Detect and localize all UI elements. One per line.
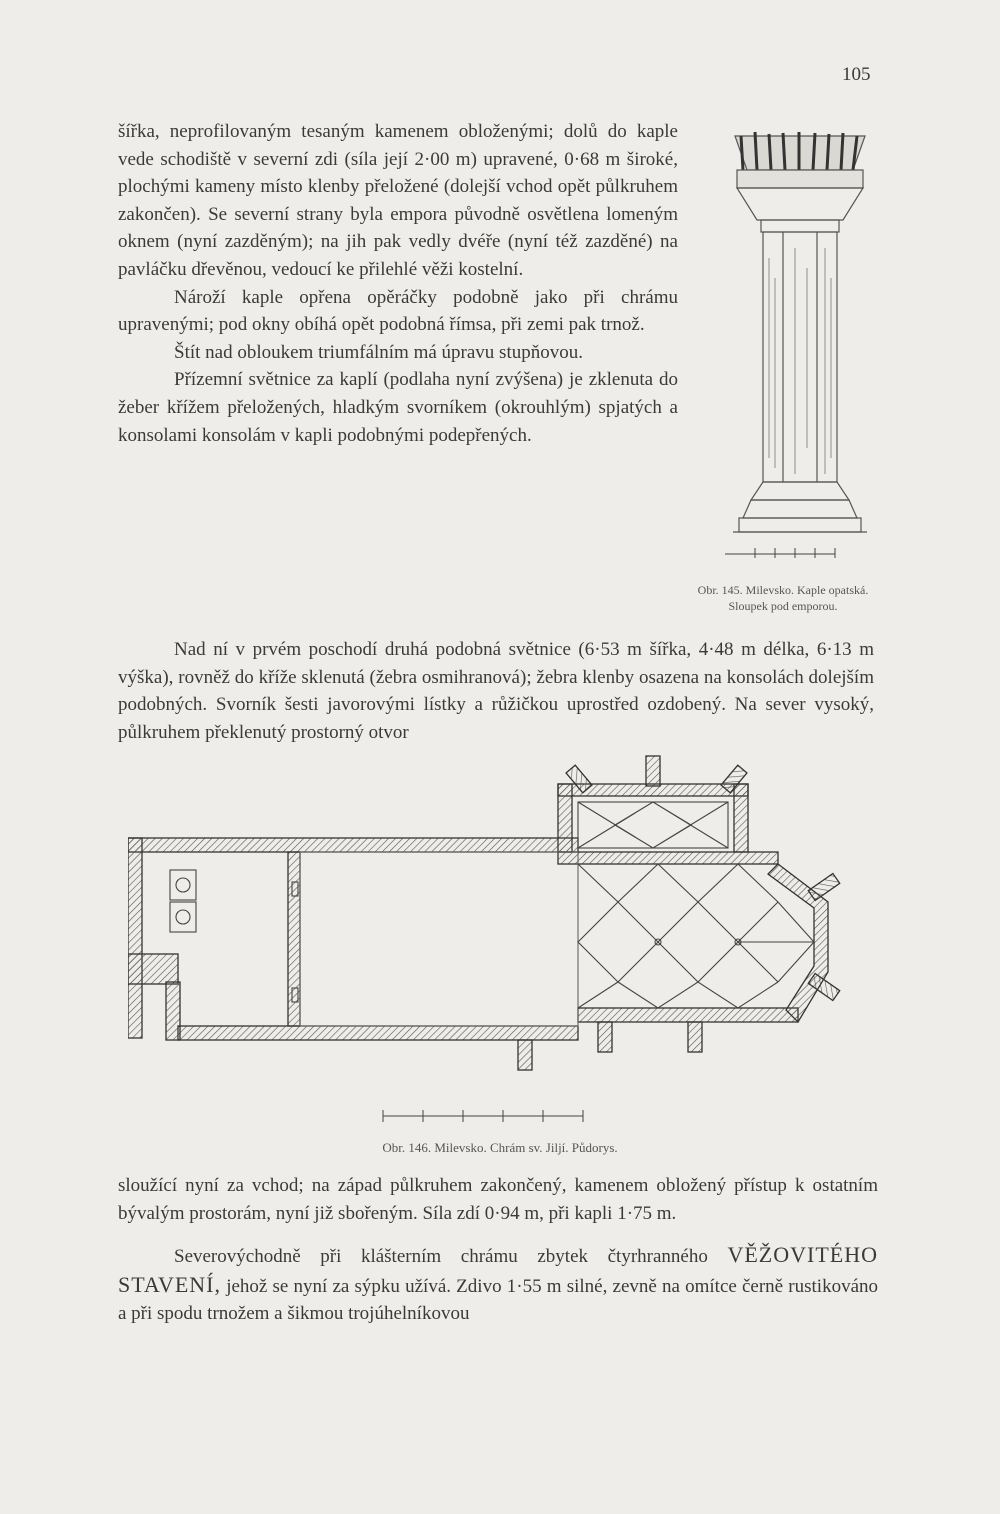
- text-column-upper: [118, 118, 678, 449]
- figure-146-caption: Obr. 146. Milevsko. Chrám sv. Jiljí. Půdorys.: [382, 1140, 618, 1155]
- paragraph-6: sloužící nyní za vchod; na západ půlkruhem zakončený, kamenem obložený přístup k ostatním bývalým prostorám, nyní již sbořeným. Síla zdí 0·94 m, při kapli 1·75 m.: [118, 1175, 878, 1224]
- paragraph-4: Přízemní světnice za kaplí (podlaha nyní zvýšena) je zklenuta do žeber křížem přeložených, hladkým svorníkem (okrouhlým) spjatých a konsolami konsolám v kapli podobnými podepřených.: [118, 369, 678, 446]
- text-column-middle: [118, 636, 874, 746]
- paragraph-3: Štít nad obloukem triumfálním má úpravu stupňovou.: [174, 341, 583, 363]
- paragraph-7-caps: VĚŽOVITÉHO STAVENÍ,: [118, 1242, 879, 1297]
- figure-145-column-drawing: [725, 128, 875, 568]
- paragraph-5: Nad ní v prvém poschodí druhá podobná světnice (6·53 m šířka, 4·48 m délka, 6·13 m výška), rovněž do kříže sklenutá (žebra osmihranová); žebra klenby osazena na konsolách dolejším podobných. Svorník šesti javorovými lístky a růžičkou uprostřed ozdobený. Na sever vysoký, půlkruhem překlenutý prostorný otvor: [118, 639, 874, 743]
- paragraph-7-start: Severovýchodně při klášterním chrámu zbytek čtyrhranného: [174, 1246, 708, 1268]
- paragraph-2: Nároží kaple opřena opěráčky podobně jako při chrámu upravenými; pod okny obíhá opět podobná římsa, při zemi pak trnož.: [118, 286, 678, 336]
- paragraph-1: šířka, neprofilovaným tesaným kamenem obloženými; dolů do kaple vede schodiště v severní zdi (síla její 2·00 m) upravené, 0·68 m široké, plochými kameny místo klenby přeložené (dolejší vchod opět půlkruhem zakončen). Se severní strany byla empora původně osvětlena lomeným oknem (nyní zazděným); na jih pak vedly dvéře (nyní též zazděné) na pavláčku dřevěnou, vedoucí ke přilehlé věži kostelní.: [118, 121, 678, 280]
- figure-146-floor-plan: [128, 752, 848, 1132]
- figure-145-caption: Obr. 145. Milevsko. Kaple opatská. Sloupek pod emporou.: [697, 583, 869, 613]
- page-number: 105: [842, 64, 871, 85]
- paragraph-7: [118, 1241, 878, 1328]
- paragraph-7-end: jehož se nyní za sýpku užívá. Zdivo 1·55 m silné, zevně na omítce černě rustikováno a při spodu trnožem a šikmou trojúhelníkovou: [118, 1275, 879, 1325]
- text-column-lower: [118, 1172, 878, 1328]
